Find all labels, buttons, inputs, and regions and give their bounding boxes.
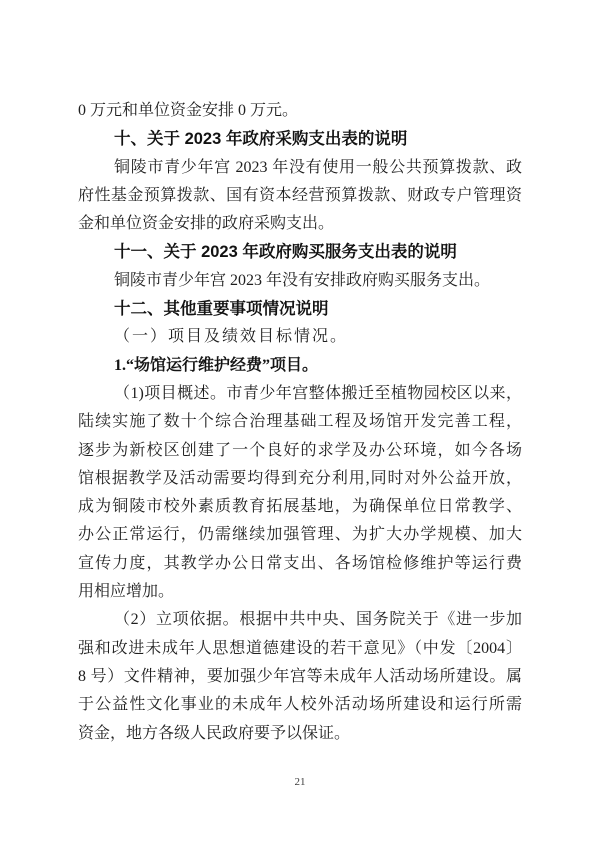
project-basis-line: 于公益性文化事业的未成年人校外活动场所建设和运行所需 bbox=[78, 696, 522, 714]
project-overview-line: 办公正常运行，仍需继续加强管理、为扩大办学规模、加大 bbox=[78, 526, 522, 544]
project-basis-line: 8 号）文件精神，要加强少年宫等未成年人活动场所建设。属 bbox=[78, 667, 522, 685]
section-10-heading: 十、关于 2023 年政府采购支出表的说明 bbox=[114, 130, 408, 149]
project-basis-line: 强和改进未成年人思想道德建设的若干意见》（中发〔2004〕 bbox=[78, 639, 522, 657]
section-10-paragraph-line: 铜陵市青少年宫 2023 年没有使用一般公共预算拨款、政 bbox=[114, 158, 522, 176]
project-overview-line: 逐步为新校区创建了一个良好的求学及办公环境，如今各场 bbox=[78, 441, 522, 459]
document-body bbox=[78, 97, 522, 748]
subsection-1-heading: （一）项目及绩效目标情况。 bbox=[114, 328, 349, 346]
section-12-heading: 十二、其他重要事项情况说明 bbox=[114, 300, 329, 319]
project-overview-line: 馆根据教学及活动需要均得到充分利用,同时对外公益开放， bbox=[78, 469, 522, 487]
section-11-heading: 十一、关于 2023 年政府购买服务支出表的说明 bbox=[114, 243, 457, 262]
project-basis-line: 资金，地方各级人民政府要予以保证。 bbox=[78, 724, 351, 742]
project-basis-line: （2）立项依据。根据中共中央、国务院关于《进一步加 bbox=[114, 611, 522, 629]
paragraph-continuation: 0 万元和单位资金安排 0 万元。 bbox=[78, 102, 299, 119]
section-11-paragraph-line: 铜陵市青少年宫 2023 年没有安排政府购买服务支出。 bbox=[114, 271, 491, 289]
project-overview-line: 宣传力度，其教学办公日常支出、各场馆检修维护等运行费 bbox=[78, 554, 522, 572]
project-overview-line: 用相应增加。 bbox=[78, 583, 175, 601]
section-10-paragraph-line: 府性基金预算拨款、国有资本经营预算拨款、财政专户管理资 bbox=[78, 186, 522, 204]
project-overview-line: 成为铜陵市校外素质教育拓展基地，为确保单位日常教学、 bbox=[78, 498, 522, 516]
page-number: 21 bbox=[294, 776, 306, 788]
section-10-paragraph-line: 金和单位资金安排的政府采购支出。 bbox=[78, 215, 335, 233]
project-overview-line: （1)项目概述。市青少年宫整体搬迁至植物园校区以来， bbox=[114, 384, 522, 402]
project-1-title: 1.“场馆运行维护经费”项目。 bbox=[114, 356, 319, 374]
project-overview-line: 陆续实施了数十个综合治理基础工程及场馆开发完善工程， bbox=[78, 413, 522, 431]
